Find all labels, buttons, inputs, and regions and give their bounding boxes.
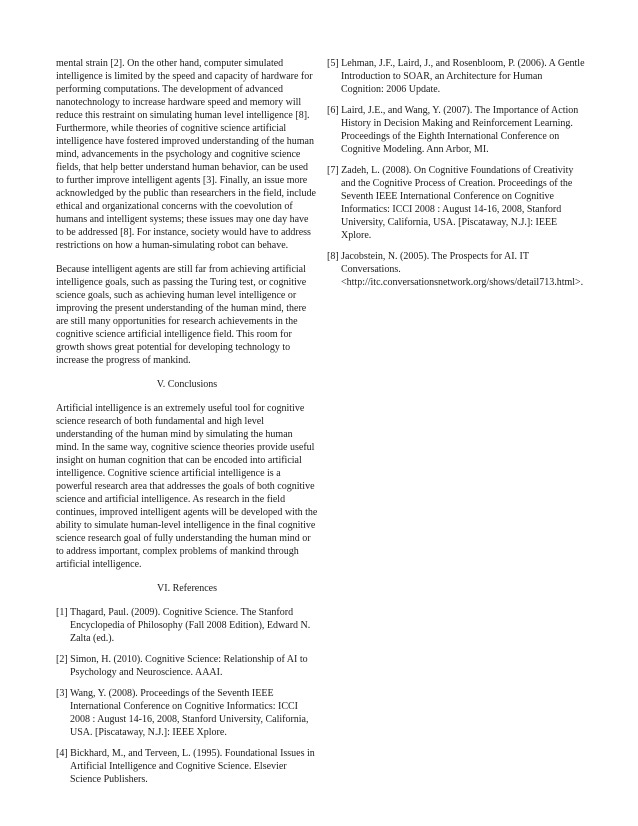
reference-7: [7] Zadeh, L. (2008). On Cognitive Foundations of Creativity and the Cognitive Process of Creation. Proceedings of the Seventh IEEE International Conference on Cognitive Informatics: ICCI 2008 : August 14-16, 2008, Stanford University, California, USA. [Piscataway, N.J.]: IEEE Xplore. <box>327 165 574 241</box>
left-column <box>56 57 318 794</box>
reference-8: [8] Jacobstein, N. (2005). The Prospects for AI. IT Conversations. <http://itc.conversationsnetwork.org/shows/detail713.html>. <box>327 251 584 288</box>
reference-5: [5] Lehman, J.F., Laird, J., and Rosenbloom, P. (2006). A Gentle Introduction to SOAR, an Architecture for Human Cognition: 2006 Update. <box>327 58 585 95</box>
reference-2: [2] Simon, H. (2010). Cognitive Science: Relationship of AI to Psychology and Neuroscience. AAAI. <box>56 654 308 678</box>
conclusions-heading: V. Conclusions <box>156 379 218 390</box>
conclusions-paragraph: Artificial intelligence is an extremely useful tool for cognitive science research of both fundamental and high level understanding of the human mind by simulating the human mind. In the same way, cognitive science theories provide useful insight on human cognition that can be encoded into artificial intelligence. Cognitive science artificial intelligence is a powerful research area that addresses the goals of both cognitive science and artificial intelligence. As research in the field continues, improved intelligent agents will be developed with the ability to simulate human-level intelligence in the final cognitive science research goal of fully understanding the human mind or to address important, complex problems of mankind through artificial intelligence. <box>56 403 318 570</box>
reference-6: [6] Laird, J.E., and Wang, Y. (2007). The Importance of Action History in Decision Making and Reinforcement Learning. Proceedings of the Eighth International Conference on Cognitive Modeling. Ann Arbor, MI. <box>327 105 579 155</box>
reference-1: [1] Thagard, Paul. (2009). Cognitive Science. The Stanford Encyclopedia of Philosophy (Fall 2008 Edition), Edward N. Zalta (ed.). <box>56 607 311 644</box>
references-list-left <box>56 606 318 786</box>
references-heading: VI. References <box>157 583 217 594</box>
body-paragraph-1: mental strain [2]. On the other hand, computer simulated intelligence is limited by the speed and capacity of hardware for performing computations. The development of advanced nanotechnology to increase hardware speed and memory will reduce this restraint on simulating human level intelligence [8]. Furthermore, while theories of cognitive science artificial intelligence have fostered improved understanding of the human mind, advancements in the psychology and cognitive science fields, that help better understand human behavior, can be used to further improve intelligent agents [3]. Finally, an issue more acknowledged by the public than researchers in the field, include ethical and organizational concerns with the coevolution of humans and intelligent systems; these issues may one day have to be addressed [8]. For instance, society would have to address restrictions on how a human-simulating robot can behave. <box>56 58 316 251</box>
reference-4: [4] Bickhard, M., and Terveen, L. (1995). Foundational Issues in Artificial Intelligence and Cognitive Science. Elsevier Science Publishers. <box>56 748 315 785</box>
reference-3: [3] Wang, Y. (2008). Proceedings of the Seventh IEEE International Conference on Cognitive Informatics: ICCI 2008 : August 14-16, 2008, Stanford University, California, USA. [Piscataway, N.J.]: IEEE Xplore. <box>56 688 309 738</box>
right-column <box>327 57 585 297</box>
body-paragraph-2: Because intelligent agents are still far from achieving artificial intelligence goals, such as passing the Turing test, or cognitive science goals, such as achieving human level intelligence or improving the present understanding of the human mind, there are still many opportunities for research achievements in the cognitive science artificial intelligence field. This room for growth shows great potential for developing technology to increase the progress of mankind. <box>56 264 307 366</box>
